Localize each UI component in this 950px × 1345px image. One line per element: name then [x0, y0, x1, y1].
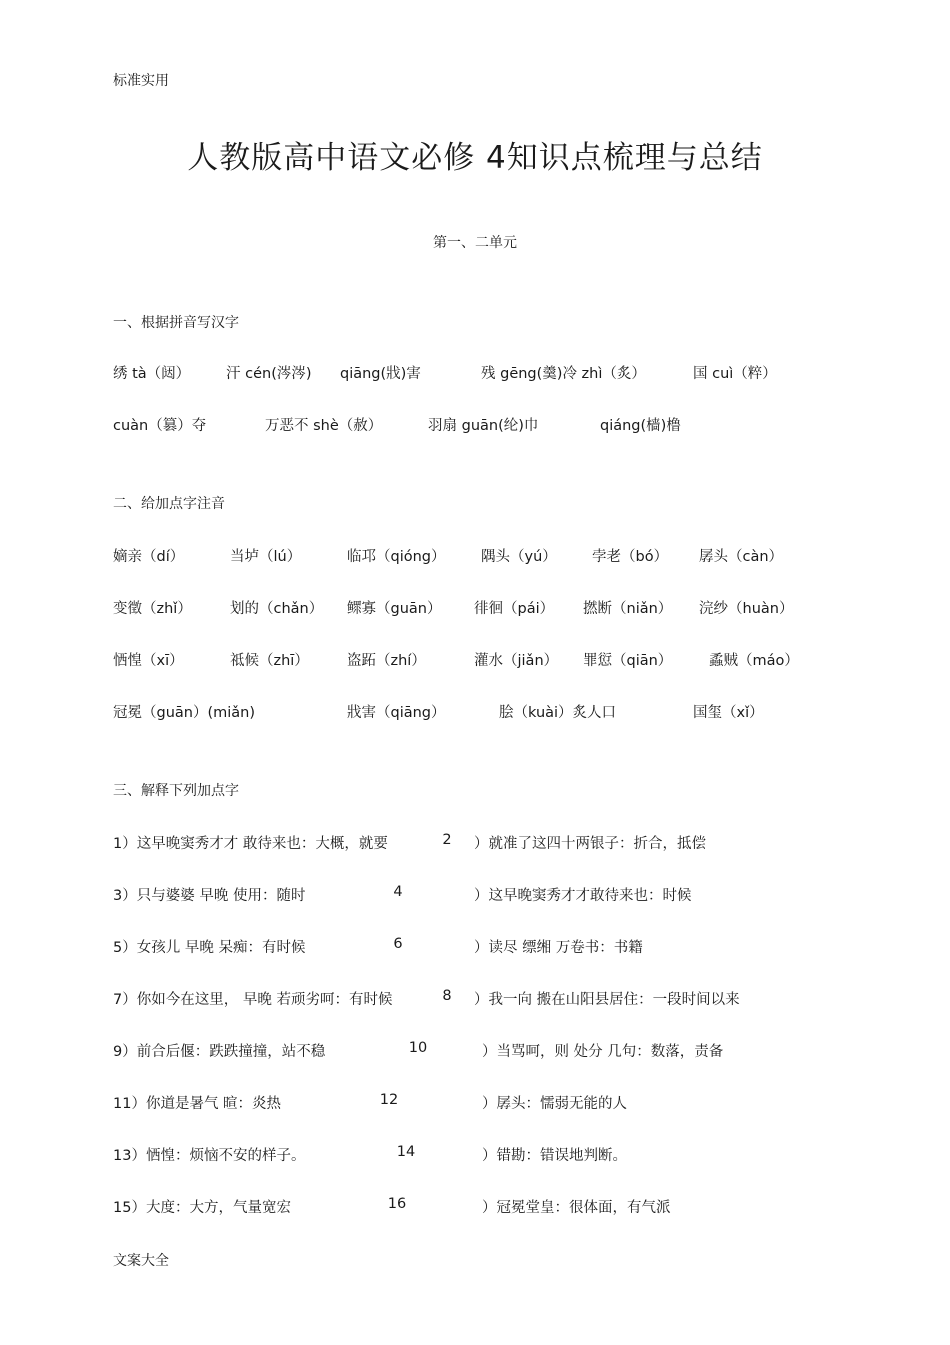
- definition-left: 11）你道是暑气 暄：炎热: [113, 1096, 282, 1112]
- annotation-item: 孛老（bó）: [592, 549, 669, 565]
- annotation-item: 临邛（qióng）: [347, 549, 446, 565]
- definition-right: ）孱头：懦弱无能的人: [482, 1096, 627, 1112]
- annotation-item: 撚断（niǎn）: [583, 601, 673, 617]
- pinyin-item: qiāng(戕)害: [340, 366, 421, 382]
- annotation-item: 划的（chǎn）: [230, 601, 324, 617]
- page-title: 人教版高中语文必修 4知识点梳理与总结: [187, 140, 763, 176]
- definition-right: ）冠冕堂皇：很体面，有气派: [482, 1200, 671, 1216]
- list-item: [0, 988, 950, 1012]
- list-item: [0, 414, 950, 438]
- annotation-item: 浣纱（huàn）: [699, 601, 794, 617]
- annotation-item: 嫡亲（dí）: [113, 549, 185, 565]
- section-heading-1: 一、根据拼音写汉字: [113, 315, 239, 331]
- annotation-item: 恓惶（xī）: [113, 653, 184, 669]
- annotation-item: 徘徊（pái）: [474, 601, 555, 617]
- definition-left: 5）女孩儿 早晚 呆痴：有时候: [113, 940, 306, 956]
- list-item: [0, 362, 950, 386]
- pinyin-item: 国 cuì（粹）: [693, 366, 777, 382]
- definition-right: ）我一向 搬在山阳县居住：一段时间以来: [474, 992, 740, 1008]
- list-item: [0, 701, 950, 725]
- pinyin-item: 绣 tà（闼）: [113, 366, 191, 382]
- item-number: 16: [387, 1196, 407, 1212]
- item-number: 12: [379, 1092, 399, 1108]
- annotation-item: 孱头（càn）: [699, 549, 784, 565]
- list-item: [0, 832, 950, 856]
- annotation-item: 灌水（jiǎn）: [474, 653, 559, 669]
- page-footer: 文案大全: [113, 1253, 169, 1269]
- list-item: [0, 936, 950, 960]
- annotation-item: 脍（kuài）炙人口: [499, 705, 617, 721]
- item-number: 6: [393, 936, 403, 952]
- item-number: 2: [442, 832, 452, 848]
- list-item: [0, 545, 950, 569]
- definition-left: 13）恓惶：烦恼不安的样子。: [113, 1148, 306, 1164]
- annotation-item: 隅头（yú）: [481, 549, 557, 565]
- definition-right: ）这早晚窦秀才才敢待来也：时候: [474, 888, 692, 904]
- item-number: 10: [408, 1040, 428, 1056]
- item-number: 14: [396, 1144, 416, 1160]
- list-item: [0, 597, 950, 621]
- pinyin-item: cuàn（篡）夺: [113, 418, 207, 434]
- item-number: 4: [393, 884, 403, 900]
- annotation-item: 祗候（zhī）: [230, 653, 309, 669]
- annotation-item: 国玺（xǐ）: [693, 705, 764, 721]
- annotation-item: 当垆（lú）: [230, 549, 302, 565]
- list-item: [0, 884, 950, 908]
- definition-left: 7）你如今在这里， 早晚 若顽劣呵：有时候: [113, 992, 393, 1008]
- list-item: [0, 1092, 950, 1116]
- annotation-item: 冠冕（guān）(miǎn): [113, 705, 256, 721]
- section-heading-2: 二、给加点字注音: [113, 496, 225, 512]
- definition-left: 1）这早晚窦秀才才 敢待来也：大概，就要: [113, 836, 388, 852]
- definition-right: ）当骂呵，则 处分 几句：数落，责备: [482, 1044, 724, 1060]
- item-number: 8: [442, 988, 452, 1004]
- pinyin-item: 万恶不 shè（赦）: [265, 418, 383, 434]
- pinyin-item: 汗 cén(涔涔): [226, 366, 312, 382]
- annotation-item: 罪愆（qiān）: [583, 653, 673, 669]
- annotation-item: 鳏寡（guān）: [347, 601, 442, 617]
- list-item: [0, 1196, 950, 1220]
- pinyin-item: qiáng(樯)橹: [600, 418, 681, 434]
- section-heading-3: 三、解释下列加点字: [113, 783, 239, 799]
- list-item: [0, 649, 950, 673]
- list-item: [0, 1040, 950, 1064]
- definition-right: ）就准了这四十两银子：折合，抵偿: [474, 836, 706, 852]
- annotation-item: 盗跖（zhí）: [347, 653, 426, 669]
- definition-right: ）读尽 缥缃 万卷书：书籍: [474, 940, 643, 956]
- annotation-item: 蟊贼（máo）: [709, 653, 799, 669]
- page-header: 标准实用: [113, 73, 169, 89]
- definition-left: 9）前合后偃：跌跌撞撞，站不稳: [113, 1044, 326, 1060]
- definition-right: ）错勘：错误地判断。: [482, 1148, 627, 1164]
- definition-left: 15）大度：大方，气量宽宏: [113, 1200, 291, 1216]
- pinyin-item: 羽扇 guān(纶)巾: [428, 418, 539, 434]
- annotation-item: 变徵（zhǐ）: [113, 601, 192, 617]
- definition-left: 3）只与婆婆 早晚 使用：随时: [113, 888, 306, 904]
- annotation-item: 戕害（qiāng）: [347, 705, 446, 721]
- list-item: [0, 1144, 950, 1168]
- unit-subtitle: 第一、二单元: [433, 235, 517, 251]
- pinyin-item: 残 gēng(羹)冷 zhì（炙）: [481, 366, 646, 382]
